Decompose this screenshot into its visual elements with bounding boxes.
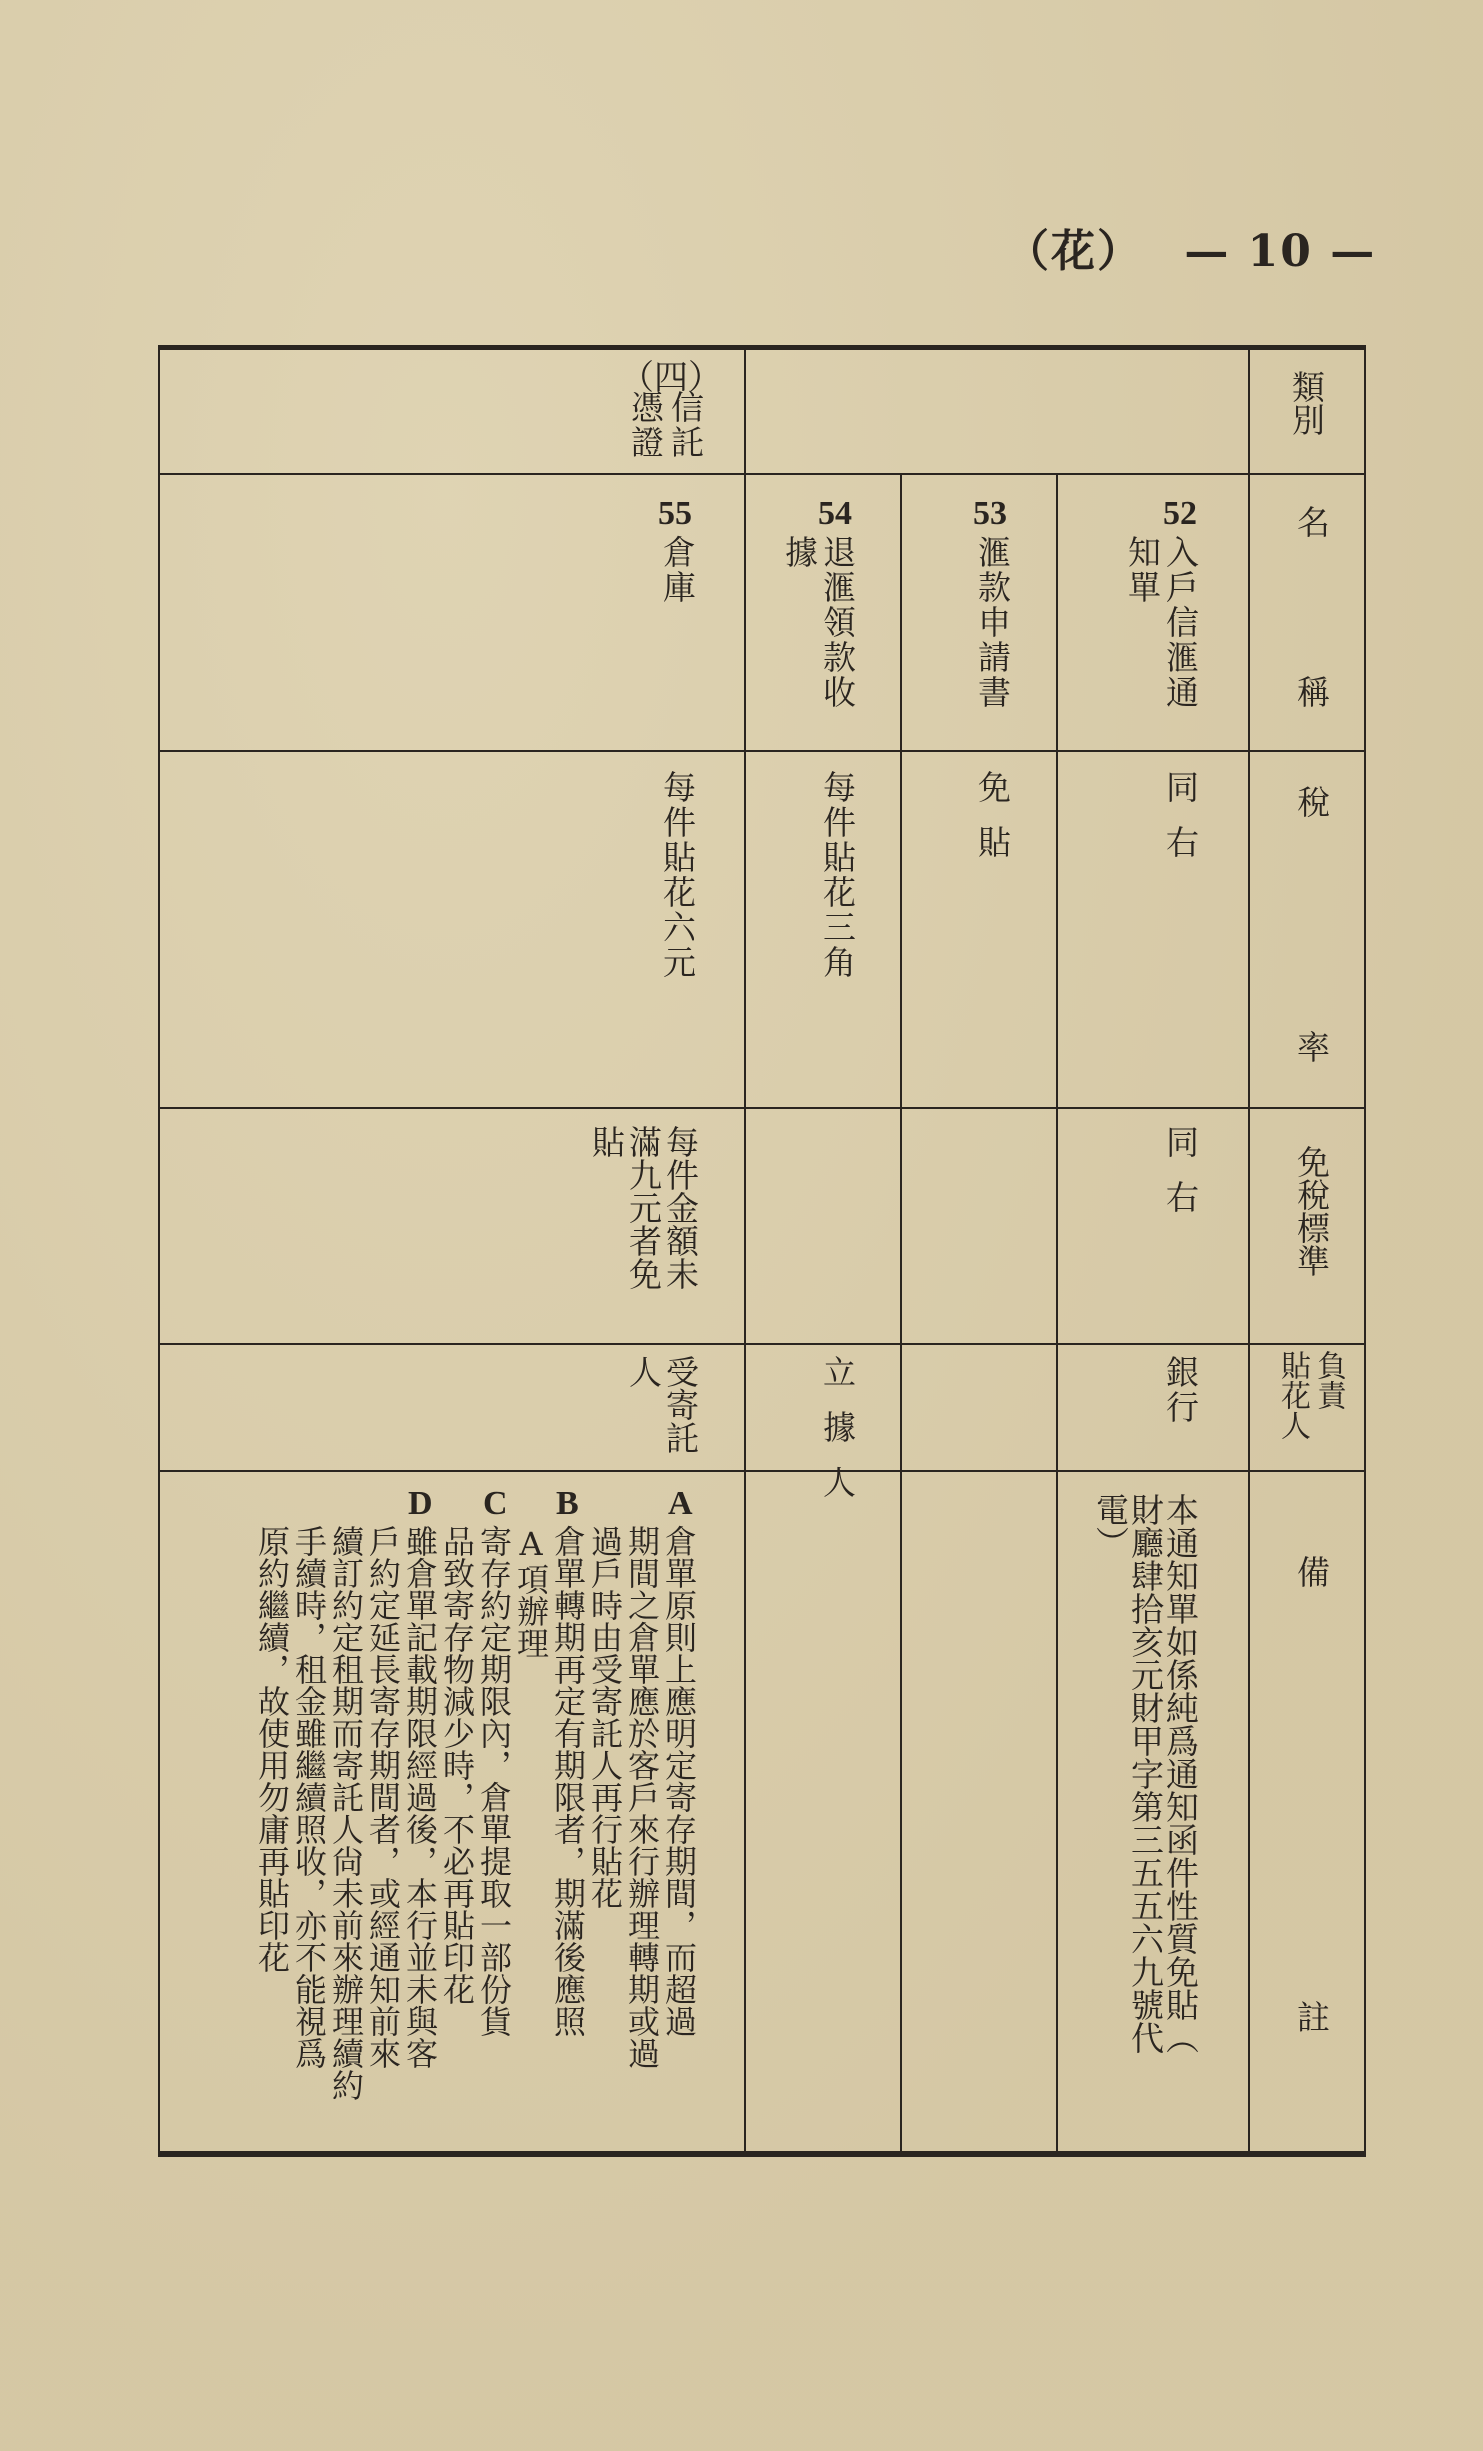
table-top-rule	[158, 345, 1366, 350]
item-53-name: 滙款申請書	[973, 535, 1012, 710]
header-tax-bottom: 率	[1292, 1030, 1331, 1063]
remark-d-col2: 戶約定延長寄存期間者，或經通知前來	[364, 1525, 402, 2069]
header-name-bottom: 稱	[1292, 675, 1331, 708]
row-divider-name	[158, 750, 1364, 752]
remark-d-label: D	[408, 1485, 433, 1522]
item-55-name: 倉庫	[658, 535, 697, 605]
col-divider-54-53	[900, 475, 902, 2157]
remark-a-col1: 倉單原則上應明定寄存期間，而超過	[660, 1525, 698, 2037]
remark-b-label: B	[556, 1485, 579, 1522]
remark-d-col4: 手續時，租金雖繼續照收，亦不能視爲	[290, 1525, 328, 2069]
header-column-divider	[1248, 345, 1250, 2157]
item-52-exemption: 同右	[1161, 1125, 1200, 1235]
item-52-name-col2: 知單	[1123, 535, 1162, 605]
header-name-top: 名	[1292, 505, 1331, 538]
col-divider-55-54	[744, 345, 746, 2157]
category-label-col2: 憑證	[626, 390, 665, 460]
category-number: （四）	[620, 360, 722, 397]
remark-a-col2: 期間之倉單應於客戶來行辦理轉期或過	[623, 1525, 661, 2069]
header-payer-col1: 負責	[1311, 1350, 1346, 1410]
item-52-name-col1: 入戶信滙通	[1161, 535, 1200, 710]
tax-table	[158, 345, 1366, 2157]
item-54-number: 54	[818, 495, 852, 532]
remark-d-col3: 續訂約定租期而寄託人尙未前來辦理續約	[327, 1525, 365, 2101]
row-divider-payer	[158, 1470, 1364, 1472]
header-remarks-bottom: 註	[1292, 2000, 1331, 2033]
item-53-tax-rate: 免貼	[973, 770, 1012, 880]
header-tax-top: 稅	[1292, 785, 1331, 818]
header-payer-col2: 貼花人	[1275, 1350, 1310, 1440]
item-52-remarks-col2: 財廳肆拾亥元財甲字第三五五六九號代	[1126, 1493, 1165, 2054]
category-label-col1: 信託	[666, 390, 705, 460]
item-55-exemption-col3: 貼	[587, 1125, 626, 1158]
remark-d-col1: 雖倉單記載期限經過後，本行並未與客	[401, 1525, 439, 2069]
remark-b-col2: A項辦理	[512, 1525, 550, 1659]
item-55-tax-rate: 每件貼花六元	[658, 770, 697, 980]
item-52-remarks-col3: 電）	[1091, 1493, 1130, 1559]
item-53-number: 53	[973, 495, 1007, 532]
table-bottom-rule	[158, 2151, 1366, 2157]
remark-c-col2: 品致寄存物減少時，不必再貼印花	[438, 1525, 476, 2005]
item-55-number: 55	[658, 495, 692, 532]
remark-a-label: A	[668, 1485, 693, 1522]
item-54-name-col2: 據	[780, 535, 819, 570]
header-category: 類別	[1287, 370, 1326, 436]
item-55-payer-col2: 人	[624, 1355, 663, 1388]
section-label: （花）	[1005, 226, 1143, 277]
row-divider-tax	[158, 1107, 1364, 1109]
header-remarks-top: 備	[1292, 1555, 1331, 1588]
item-52-remarks-col1: 本通知單如係純爲通知函件性質免貼（	[1161, 1493, 1200, 2054]
col-divider-53-52	[1056, 475, 1058, 2157]
remark-b-col1: 倉單轉期再定有期限者，期滿後應照	[549, 1525, 587, 2037]
row-divider-category	[158, 473, 1364, 475]
item-55-exemption-col2: 滿九元者免	[624, 1125, 663, 1290]
remark-a-col3: 過戶時由受寄託人再行貼花	[586, 1525, 624, 1909]
item-55-exemption-col1: 每件金額未	[661, 1125, 700, 1290]
remark-c-label: C	[483, 1485, 508, 1522]
item-52-tax-rate: 同右	[1161, 770, 1200, 880]
item-54-payer: 立據人	[818, 1355, 857, 1520]
page-header	[1005, 215, 1376, 279]
table-left-border	[158, 345, 160, 2157]
item-52-number: 52	[1163, 495, 1197, 532]
table-right-border	[1364, 345, 1366, 2157]
item-52-payer: 銀行	[1161, 1355, 1200, 1425]
item-55-payer-col1: 受寄託	[661, 1355, 700, 1454]
row-divider-exemption	[158, 1343, 1364, 1345]
item-54-name-col1: 退滙領款收	[818, 535, 857, 710]
item-54-tax-rate: 每件貼花三角	[818, 770, 857, 980]
remark-d-col5: 原約繼續，故使用勿庸再貼印花	[253, 1525, 291, 1973]
page-number: — 10 —	[1184, 226, 1377, 277]
remark-c-col1: 寄存約定期限內，倉單提取一部份貨	[475, 1525, 513, 2037]
header-exemption: 免稅標準	[1292, 1145, 1331, 1277]
